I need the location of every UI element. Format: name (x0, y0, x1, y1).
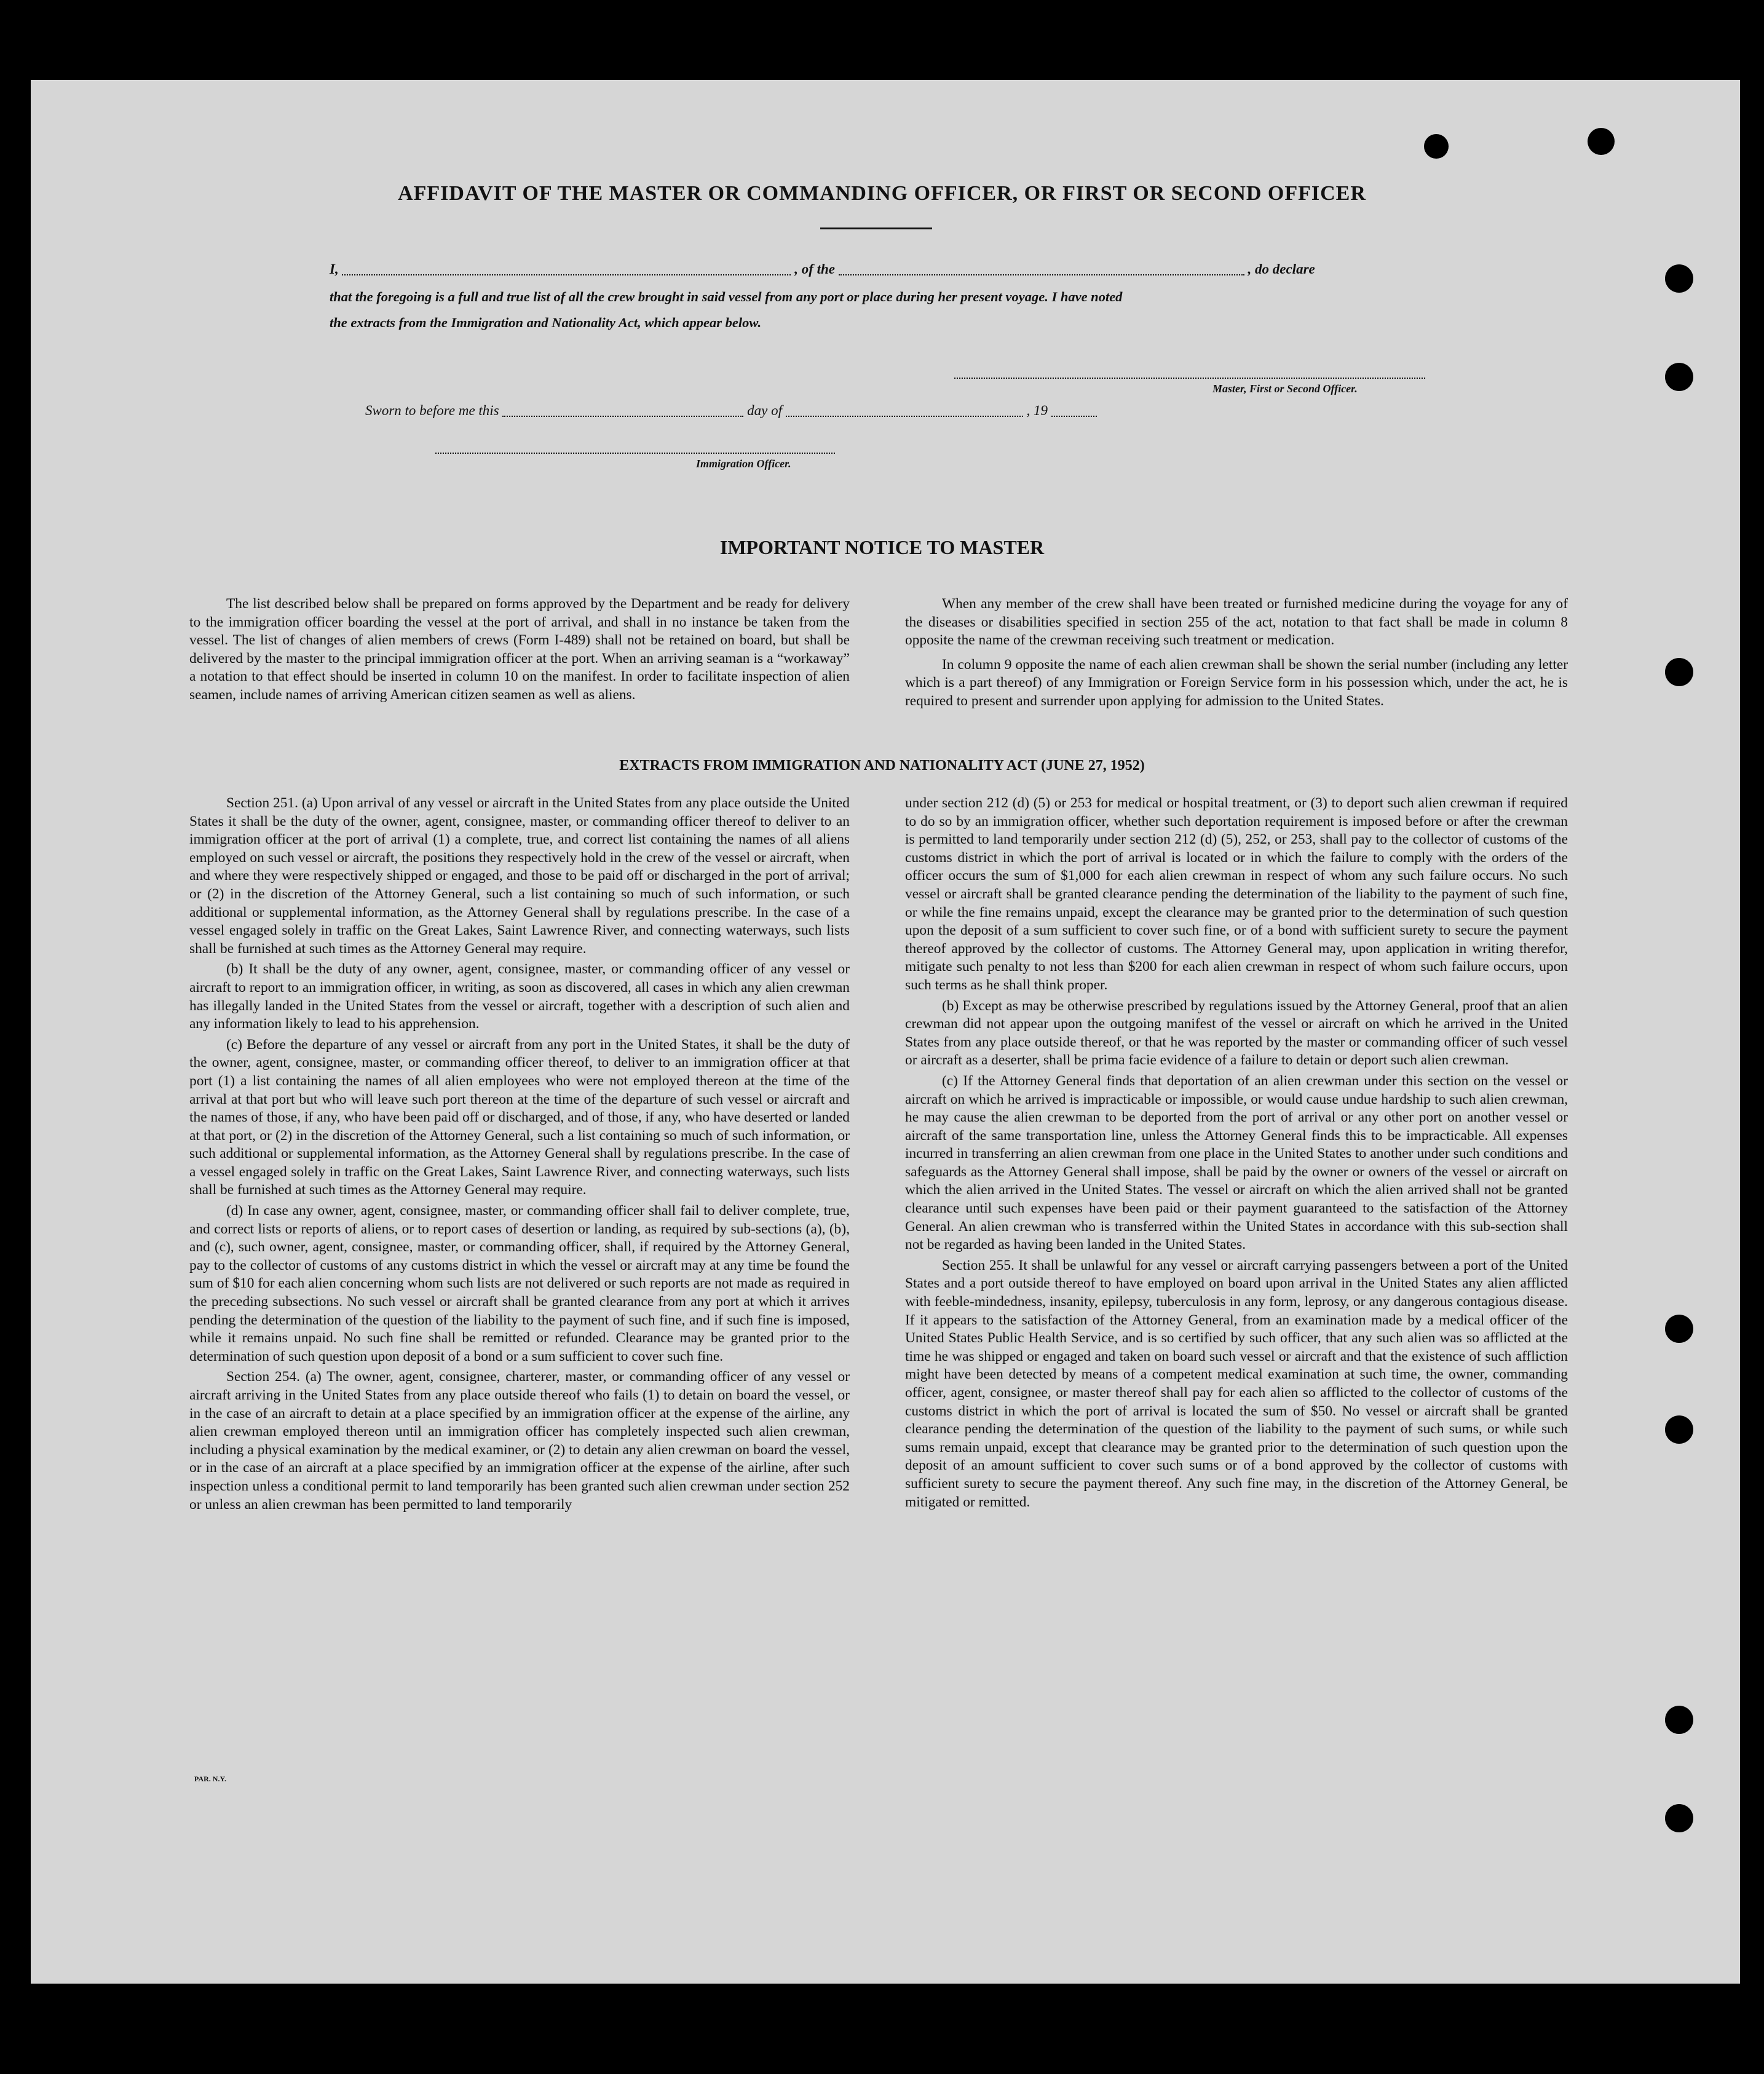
punch-hole (1665, 1804, 1693, 1832)
name-blank[interactable] (342, 266, 791, 275)
i-label: I, (330, 261, 339, 277)
extracts-left-column (189, 794, 850, 1516)
sworn-label: Sworn to before me this (365, 403, 499, 418)
month-blank[interactable] (786, 407, 1023, 417)
vessel-blank[interactable] (839, 266, 1244, 275)
extracts-right-column (905, 794, 1568, 1514)
master-signature-line[interactable] (954, 369, 1425, 379)
extracts-title: EXTRACTS FROM IMMIGRATION AND NATIONALITY ACT (JUNE 27, 1952) (619, 758, 1145, 774)
declarant-line (330, 261, 1425, 277)
of-the-label: , of the (794, 261, 836, 277)
punch-hole (1665, 264, 1693, 293)
day-of-label: day of (747, 403, 782, 418)
declaration-text-2: the extracts from the Immigration and Nationality Act, which appear below. (330, 315, 762, 330)
section-paragraph: under section 212 (d) (5) or 253 for medical or hospital treatment, or (3) to deport such alien crewman if required to do so by an immigration officer, whether such deportation requirement is imposed before or after the crewman is permitted to land temporarily under section 212 (d) (5), 252, or 253, shall pay to the collector of customs of the customs district in which the port of arrival is located or in which the failure to comply with the orders of the officer occurs the sum of $1,000 for each alien crewman in respect of whom any such failure occurs. No such vessel or aircraft shall be granted clearance pending the determination of the liability to the payment of such fine, or while the fine remains unpaid, except the clearance may be granted prior to the determination of such question upon the deposit of a sum sufficient to cover such fine, or of a bond with sufficient surety to secure the payment thereof approved by the collector of customs. The Attorney General may, upon application in writing therefor, mitigate such penalty to not less than $200 for each alien crewman in respect of whom such failure occurs, upon such terms as he shall think proper. (905, 795, 1568, 993)
notice-paragraph: When any member of the crew shall have been treated or furnished medicine during the voyage for any of the diseases or disabilities specified in section 255 of the act, notation to that fact shall be made in column 8 opposite the name of the crewman receiving such treatment or medication. (905, 596, 1568, 649)
punch-hole (1665, 363, 1693, 391)
officer-caption: Immigration Officer. (696, 457, 791, 470)
do-declare-label: , do declare (1248, 261, 1315, 277)
punch-hole (1665, 658, 1693, 686)
punch-hole (1665, 1706, 1693, 1734)
declaration-text-1: that the foregoing is a full and true list of all the crew brought in said vessel from any port or place during her present voyage. I have noted (330, 289, 1123, 304)
title-underline (820, 228, 932, 229)
notice-paragraph: In column 9 opposite the name of each alien crewman shall be shown the serial number (including any letter which is a part thereof) of any Immigration or Foreign Service form in his possession which, under the act, he is required to present and surrender upon applying for admission to the United States. (905, 656, 1568, 709)
printer-mark: PAR. N.Y. (194, 1775, 227, 1783)
section-paragraph: (c) If the Attorney General finds that deportation of an alien crewman under this section on the vessel or aircraft on which he arrived is impracticable or impossible, or would cause undue hardship to such alien crewman, he may cause the alien crewman to be deported from the port of arrival or any other port on another vessel or aircraft of the same transportation line, unless the Attorney General finds this to be impracticable. All expenses incurred in transferring an alien crewman from one place in the United States to another under such conditions and safeguards as the Attorney General shall impose, shall be paid by the owner or owners of the vessel or aircraft on which the alien arrived in the United States. The vessel or aircraft on which the alien arrived shall not be granted clearance until such expenses have been paid or their payment guaranteed to the satisfaction of the Attorney General. An alien crewman who is transferred within the United States in accordance with this sub-section shall not be regarded as having been landed in the United States. (905, 1072, 1568, 1253)
punch-hole (1665, 1415, 1693, 1444)
day-blank[interactable] (502, 407, 743, 417)
section-paragraph: (c) Before the departure of any vessel or aircraft from any port in the United States, it shall be the duty of the owner, agent, consignee, master, or commanding officer thereof, to deliver to an immigration officer at that port (1) a list containing the names of all alien employees who were not employed thereon at the time of the arrival at that port but who will leave such port thereon at the time of the departure of such vessel or aircraft and the names of those, if any, who have been paid off or discharged, and of those, if any, who have deserted or landed at that port, or (2) in the discretion of the Attorney General, such a list containing so much of such information, or such additional or supplemental information, as the Attorney General shall by regulations prescribe. In the case of a vessel engaged solely in traffic on the Great Lakes, Saint Lawrence River, and connecting waterways, such lists shall be furnished at such times as the Attorney General may require. (189, 1036, 850, 1198)
master-caption: Master, First or Second Officer. (1212, 382, 1358, 395)
punch-hole (1588, 128, 1615, 155)
section-paragraph: Section 255. It shall be unlawful for any vessel or aircraft carrying passengers between a port of the United States and a port outside thereof to have employed on board upon arrival in the United States any alien afflicted with feeble-mindedness, insanity, epilepsy, tuberculosis in any form, leprosy, or any dangerous contagious disease. If it appears to the satisfaction of the Attorney General, from an examination made by a medical officer of the United States Public Health Service, and is so certified by such officer, that any such alien was so afflicted at the time he was shipped or engaged and taken on board such vessel or aircraft and that the existence of such affliction might have been detected by means of a competent medical examination at such time, the owner, commanding officer, agent, consignee, or master thereof shall pay for each alien so afflicted to the collector of customs of the customs district in which the port of arrival is located the sum of $50. No vessel or aircraft shall be granted clearance pending the determination of the question of the liability to the payment of such sums, or while such sums remain unpaid, except that clearance may be granted prior to the determination of such question upon the deposit of an amount sufficient to cover such sums or of a bond approved by the collector of customs with sufficient surety to secure the payment thereof. Any such fine may, in the discretion of the Attorney General, be mitigated or remitted. (905, 1257, 1568, 1510)
punch-hole (1665, 1315, 1693, 1343)
section-paragraph: (b) Except as may be otherwise prescribed by regulations issued by the Attorney General, proof that an alien crewman did not appear upon the outgoing manifest of the vessel or aircraft on which he arrived in the United States from any place outside thereof, or that he was reported by the master or commanding officer of such vessel or aircraft as a deserter, shall be prima facie evidence of a failure to detain or deport such alien crewman. (905, 997, 1568, 1069)
year-blank[interactable] (1051, 407, 1097, 417)
section-paragraph: Section 254. (a) The owner, agent, consignee, charterer, master, or commanding officer of any vessel or aircraft arriving in the United States from any place outside thereof who fails (1) to detain on board the vessel, or in the case of an aircraft to detain at a place specified by an immigration officer at the expense of the airline, any alien crewman employed thereon until an immigration officer has completely inspected such alien crewman, including a physical examination by the medical examiner, or (2) to detain any alien crewman on board the vessel, or in the case of an aircraft at a place specified by an immigration officer at the expense of the airline, after such inspection unless a conditional permit to land temporarily has been granted such alien crewman under section 252 or unless an alien crewman has been permitted to land temporarily (189, 1369, 850, 1513)
punch-hole (1424, 134, 1449, 159)
notice-title: IMPORTANT NOTICE TO MASTER (719, 536, 1045, 558)
affidavit-title: AFFIDAVIT OF THE MASTER OR COMMANDING OFFICER, OR FIRST OR SECOND OFFICER (398, 182, 1366, 205)
notice-left-column (189, 595, 850, 707)
section-paragraph: Section 251. (a) Upon arrival of any vessel or aircraft in the United States from any place outside the United States it shall be the duty of the owner, agent, consignee, master, or commanding officer thereof to deliver to an immigration officer at the port of arrival (1) a complete, true, and correct list containing the names of all aliens employed on such vessel or aircraft, the positions they respectively hold in the crew of the vessel or aircraft, when and where they were respectively shipped or engaged, and those to be paid off or discharged in the port of arrival; or (2) in the discretion of the Attorney General, such a list containing so much of such information, or such additional or supplemental information, as the Attorney General shall by regulations prescribe. In the case of a vessel engaged solely in traffic on the Great Lakes, Saint Lawrence River, and connecting waterways, such lists shall be furnished at such times as the Attorney General may require. (189, 795, 850, 957)
notice-paragraph: The list described below shall be prepared on forms approved by the Department and be ready for delivery to the immigration officer boarding the vessel at the port of arrival, and shall in no instance be taken from the vessel. The list of changes of alien members of crews (Form I-489) shall not be retained on board, but shall be delivered by the master to the principal immigration officer at the port. When an arriving seaman is a “workaway” a notation to that effect should be inserted in column 10 on the manifest. In order to facilitate inspection of alien seamen, include names of arriving American citizen seamen as well as aliens. (189, 596, 850, 703)
section-paragraph: (b) It shall be the duty of any owner, agent, consignee, master, or commanding officer of any vessel or aircraft to report to an immigration officer, in writing, as soon as discovered, all cases in which any alien crewman has illegally landed in the United States from the vessel or aircraft, together with a description of such alien and any information likely to lead to his apprehension. (189, 961, 850, 1032)
notice-right-column (905, 595, 1568, 713)
section-paragraph: (d) In case any owner, agent, consignee, master, or commanding officer shall fail to deliver complete, true, and correct lists or reports of aliens, or to report cases of desertion or landing, as required by sub-sections (a), (b), and (c), such owner, agent, consignee, master, or commanding officer, shall, if required by the Attorney General, pay to the collector of customs of any customs district in which the vessel or aircraft may at any time be found the sum of $10 for each alien concerning whom such lists are not delivered or such reports are not made as required in the preceding subsections. No such vessel or aircraft shall be granted clearance from any port at which it arrives pending the determination of the question of the liability to the payment of such fine, and if such fine is imposed, while it remains unpaid. No such fine shall be remitted or refunded. Clearance may be granted prior to the determination of such question upon deposit of a bond or a sum sufficient to cover such fine. (189, 1203, 850, 1364)
sworn-line (365, 403, 1189, 419)
officer-signature-line[interactable] (435, 444, 835, 454)
year-label: , 19 (1026, 403, 1048, 418)
